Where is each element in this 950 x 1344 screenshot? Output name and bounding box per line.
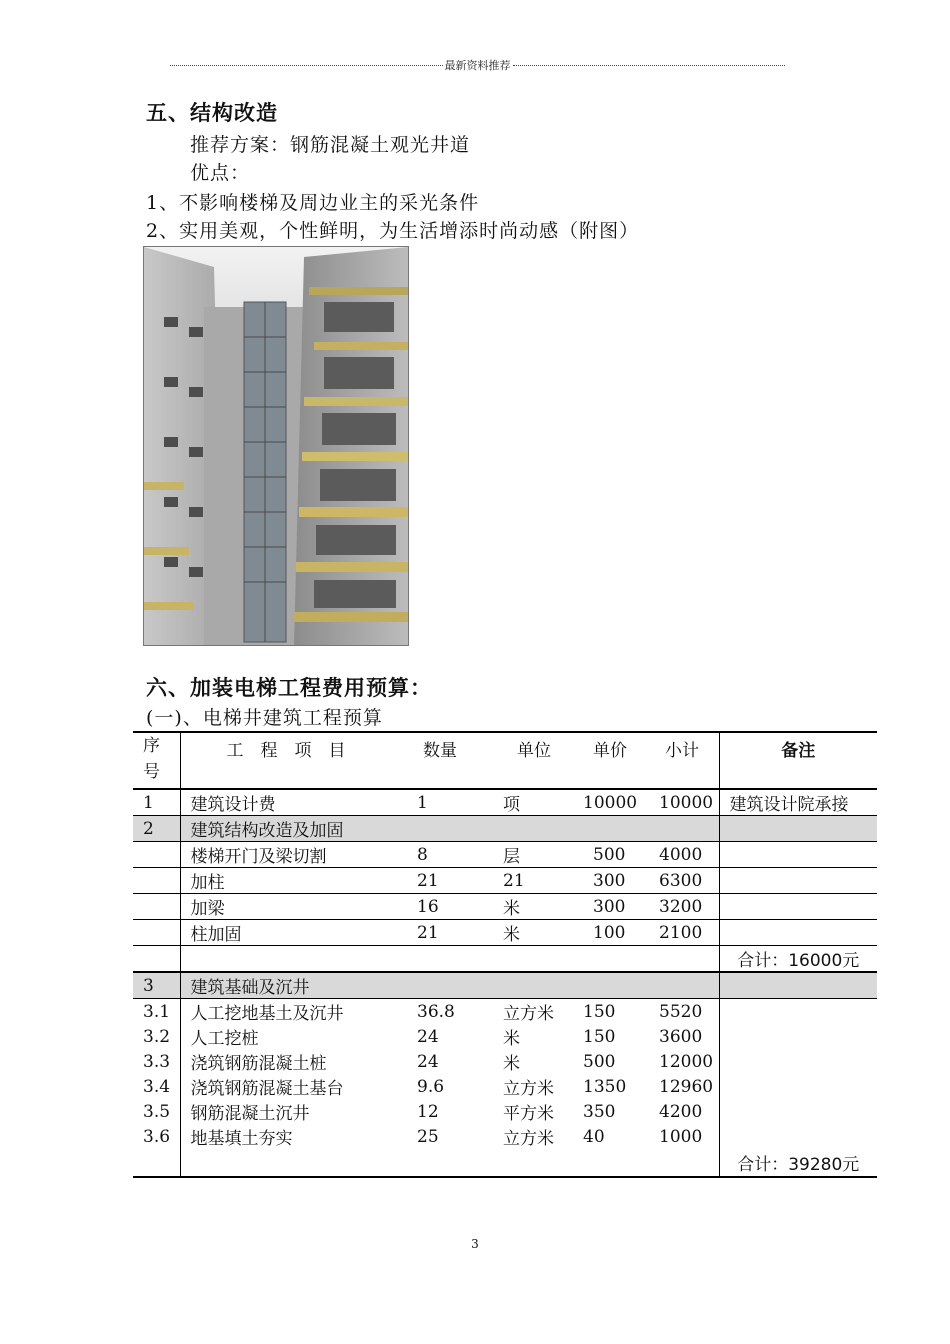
cell-item: 钢筋混凝土沉井 — [190, 1104, 310, 1124]
cell-seq: 1 — [133, 789, 180, 816]
cell-item — [180, 946, 407, 973]
cell-subtotal — [649, 972, 719, 999]
cell-qty: 36.8 — [417, 1001, 455, 1022]
cell-seq: 3.4 — [133, 1074, 180, 1099]
cell-subtotal — [649, 1149, 719, 1177]
cell-price: 300 — [593, 896, 626, 917]
header-dots-left — [170, 65, 443, 66]
cell-price — [573, 946, 649, 973]
cell-subtotal: 2100 — [659, 922, 703, 943]
cell-remark — [719, 1049, 877, 1074]
cell-subtotal: 5520 — [659, 1001, 703, 1022]
cell-price: 500 — [593, 844, 626, 865]
cell-price: 350 — [583, 1101, 616, 1122]
cell-item: 加梁 — [190, 899, 225, 919]
cell-qty: 24 — [417, 1051, 439, 1072]
table-row — [133, 894, 877, 920]
table-row — [133, 789, 877, 816]
cell-item — [180, 1149, 407, 1177]
subtotal-remark: 合计：16000元 — [719, 946, 877, 973]
cell-item: 加柱 — [190, 873, 225, 893]
cell-price: 150 — [583, 1026, 616, 1047]
header-subtotal: 小计 — [665, 741, 699, 761]
cell-qty: 21 — [417, 870, 439, 891]
table-row — [133, 920, 877, 946]
header-qty: 数量 — [423, 741, 457, 761]
cell-item: 浇筑钢筋混凝土基台 — [190, 1079, 344, 1099]
cell-seq: 3.5 — [133, 1099, 180, 1124]
cell-unit: 米 — [503, 1029, 520, 1049]
cell-subtotal: 4000 — [659, 844, 703, 865]
cell-unit — [493, 972, 573, 999]
cell-unit: 项 — [503, 795, 520, 815]
table-row — [133, 1124, 877, 1149]
cell-unit: 米 — [503, 1054, 520, 1074]
cell-unit: 层 — [503, 847, 520, 867]
header-unit: 单位 — [517, 741, 551, 761]
cell-remark — [719, 972, 877, 999]
cell-qty — [407, 946, 493, 973]
cell-seq — [133, 868, 180, 894]
cell-item: 楼梯开门及梁切割 — [190, 847, 327, 867]
cell-unit: 立方米 — [503, 1004, 554, 1024]
cell-remark — [719, 1124, 877, 1149]
header-remark: 备注 — [719, 732, 877, 789]
cell-subtotal — [649, 816, 719, 842]
header-price: 单价 — [593, 741, 627, 761]
cell-item: 建筑结构改造及加固 — [180, 816, 407, 842]
cell-qty: 8 — [417, 844, 428, 865]
cell-unit — [493, 816, 573, 842]
section5-title: 五、结构改造 — [146, 100, 278, 125]
cell-item: 建筑设计费 — [190, 795, 276, 815]
cell-price — [573, 816, 649, 842]
section5-point-2: 2、实用美观，个性鲜明，为生活增添时尚动感（附图） — [146, 220, 640, 242]
photo-illustration — [144, 247, 408, 645]
cell-subtotal: 4200 — [659, 1101, 703, 1122]
cell-unit — [493, 946, 573, 973]
cell-seq: 3.1 — [133, 999, 180, 1025]
cell-subtotal: 12960 — [659, 1076, 714, 1097]
cell-unit — [493, 1149, 573, 1177]
cell-subtotal: 6300 — [659, 870, 703, 891]
cell-qty: 9.6 — [417, 1076, 445, 1097]
table-row — [133, 842, 877, 868]
cell-item: 人工挖地基土及沉井 — [190, 1004, 344, 1024]
table-row — [133, 1074, 877, 1099]
table-row — [133, 972, 877, 999]
cell-item: 地基填土夯实 — [190, 1129, 293, 1149]
cell-price — [573, 972, 649, 999]
header-dots-right — [513, 65, 786, 66]
cell-subtotal — [649, 946, 719, 973]
cell-subtotal: 1000 — [659, 1126, 703, 1147]
cell-remark — [719, 842, 877, 868]
table-header-row — [133, 732, 877, 789]
cell-item: 人工挖桩 — [190, 1029, 259, 1049]
cell-remark — [719, 816, 877, 842]
cell-qty — [407, 972, 493, 999]
cell-qty: 25 — [417, 1126, 439, 1147]
cell-item: 建筑基础及沉井 — [180, 972, 407, 999]
budget-table — [133, 731, 877, 1178]
section6-subtitle: (一)、电梯井建筑工程预算 — [146, 707, 383, 729]
cell-price: 150 — [583, 1001, 616, 1022]
header-item: 工 程 项 目 — [226, 741, 346, 761]
table-row — [133, 1049, 877, 1074]
cell-price: 10000 — [583, 792, 638, 813]
cell-unit: 米 — [503, 899, 520, 919]
header-seq: 序号 — [133, 732, 180, 789]
cell-seq — [133, 894, 180, 920]
cell-remark — [719, 999, 877, 1025]
cell-subtotal: 3600 — [659, 1026, 703, 1047]
subtotal-remark: 合计：39280元 — [719, 1149, 877, 1177]
header-text: 最新资料推荐 — [444, 59, 511, 72]
cell-item: 浇筑钢筋混凝土桩 — [190, 1054, 327, 1074]
cell-unit: 平方米 — [503, 1104, 554, 1124]
cell-remark — [719, 868, 877, 894]
table-row — [133, 946, 877, 973]
cell-remark — [719, 1099, 877, 1124]
cell-price: 1350 — [583, 1076, 627, 1097]
section5-recommend: 推荐方案：钢筋混凝土观光井道 — [190, 134, 471, 156]
cell-price: 100 — [593, 922, 626, 943]
table-row — [133, 868, 877, 894]
cell-qty: 21 — [417, 922, 439, 943]
cell-remark — [719, 894, 877, 920]
cell-qty: 1 — [417, 792, 428, 813]
cell-unit: 米 — [503, 925, 520, 945]
cell-unit: 立方米 — [503, 1129, 554, 1149]
cell-seq — [133, 1149, 180, 1177]
table-row — [133, 816, 877, 842]
cell-price — [573, 1149, 649, 1177]
section5-point-1: 1、不影响楼梯及周边业主的采光条件 — [146, 192, 480, 214]
cell-subtotal: 3200 — [659, 896, 703, 917]
section5-advantages-label: 优点： — [190, 162, 251, 184]
cell-price: 300 — [593, 870, 626, 891]
cell-subtotal: 10000 — [659, 792, 714, 813]
cell-remark: 建筑设计院承接 — [719, 789, 877, 816]
cell-seq: 3.6 — [133, 1124, 180, 1149]
cell-remark — [719, 920, 877, 946]
cell-qty: 16 — [417, 896, 439, 917]
table-row — [133, 1024, 877, 1049]
cell-seq: 3.2 — [133, 1024, 180, 1049]
page-number: 3 — [471, 1237, 479, 1251]
cell-qty — [407, 816, 493, 842]
cell-seq — [133, 946, 180, 973]
section6-title: 六、加装电梯工程费用预算： — [146, 675, 432, 700]
table-row — [133, 1149, 877, 1177]
cell-subtotal: 12000 — [659, 1051, 714, 1072]
cell-unit: 21 — [503, 870, 525, 891]
cell-qty — [407, 1149, 493, 1177]
cell-remark — [719, 1024, 877, 1049]
cell-seq: 2 — [133, 816, 180, 842]
cell-price: 40 — [583, 1126, 605, 1147]
cell-seq: 3.3 — [133, 1049, 180, 1074]
cell-qty: 12 — [417, 1101, 439, 1122]
cell-remark — [719, 1074, 877, 1099]
cell-seq — [133, 842, 180, 868]
cell-item: 柱加固 — [190, 925, 242, 945]
page-header — [170, 56, 785, 74]
cell-price: 500 — [583, 1051, 616, 1072]
table-row — [133, 999, 877, 1025]
cell-unit: 立方米 — [503, 1079, 554, 1099]
table-row — [133, 1099, 877, 1124]
cell-qty: 24 — [417, 1026, 439, 1047]
cell-seq: 3 — [133, 972, 180, 999]
cell-seq — [133, 920, 180, 946]
elevator-shaft-photo — [143, 246, 409, 646]
